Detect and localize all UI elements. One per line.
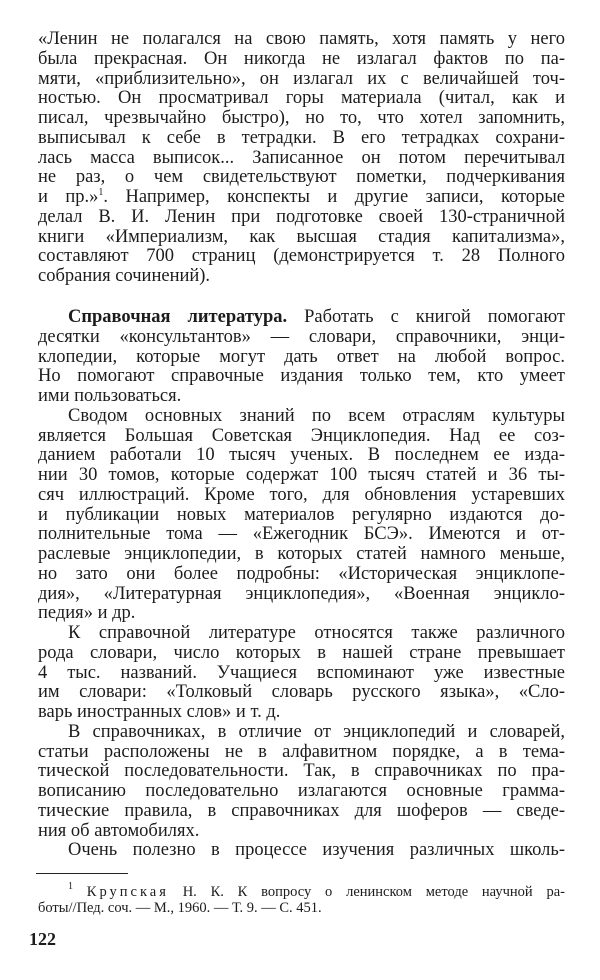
reference-literature-section [38,308,565,861]
paragraph [38,624,565,723]
text-line: собрания сочинений). [38,266,211,286]
quote-paragraph [38,30,565,287]
section-heading: Справочная литература. [68,307,288,327]
text-line: Очень полезно в процессе изучения различных школь- [68,840,565,861]
text-line: варь иностранных слов» и т. д. [38,702,281,722]
text-segment: Работать с книгой помогают [287,307,565,327]
text-line: «Ленин не полагался на свою память, хотя память у него [38,29,565,49]
text-line [38,308,565,328]
text-line: была прекрасная. Он никогда не излагал фактов по па- [38,48,565,69]
text-line: дия», «Литературная энциклопедия», «Военная энцикло- [38,583,565,604]
text-line: не раз, о чем свидетельствуют пометки, подчеркивания [38,167,565,188]
text-segment: . Например, конспекты и другие записи, которые [103,187,565,207]
paragraph [38,308,565,407]
text-line: вописанию последовательно излагаются основные грамма- [38,781,565,801]
text-line: лась масса выписок... Записанное он потом перечитывал [38,147,565,168]
text-line: десятки «консультантов» — словари, справочники, энци- [38,326,565,347]
paragraph [38,723,565,842]
paragraph [38,407,565,624]
text-line: рода словари, число которых в нашей стране превышает [38,642,565,663]
text-line: делал В. И. Ленин при подготовке своей 130-страничной [38,206,565,227]
text-line: Сводом основных знаний по всем отраслям культуры [68,405,565,426]
text-line: 4 тыс. названий. Учащиеся вспоминают уже известные [38,662,565,683]
text-line: раслевые энциклопедии, в которых статей намного меньше, [38,544,565,564]
text-line: является Большая Советская Энциклопедия. Над ее соз- [38,425,565,446]
text-line: тической последовательности. Так, в справочниках по пра- [38,761,565,782]
text-line: писал, чрезвычайно быстро), но то, что хотел запомнить, [38,108,565,128]
footnote-reference: 1 [98,187,104,198]
text-line [38,188,565,208]
footnote-author: Крупская [86,884,169,900]
page-number: 122 [29,929,56,949]
paragraph [38,841,565,861]
text-line: ими пользоваться. [38,386,182,406]
text-line: и публикации новых материалов регулярно издаются до- [38,504,565,525]
text-line: данием работали 10 тысяч ученых. В последнем ее изда- [38,445,565,466]
text-segment: и пр.» [38,187,99,207]
text-line: педия» и др. [38,603,136,624]
text-line: статьи расположены не в алфавитном порядке, а в тема- [38,741,565,762]
footnote-divider [36,873,128,874]
footnote-line [38,881,565,900]
footnote [38,881,565,916]
text-line: им словари: «Толковый словарь русского языка», «Сло- [38,682,565,703]
text-line: тические правила, в справочниках для шоферов — сведе- [38,800,565,821]
text-line: нии 30 томов, которые содержат 100 тысяч статей и 36 ты- [38,465,565,485]
text-line: В справочниках, в отличие от энциклопедий и словарей, [68,721,565,742]
footnote-title: Н. К. К вопросу о ленинском методе научной ра- [168,884,565,900]
text-line: книги «Империализм, как высшая стадия капитализма», [38,226,565,247]
text-line: Но помогают справочные издания только тем, кто умеет [38,366,565,387]
text-line: ностью. Он просматривал горы материала (читал, как и [38,88,565,109]
text-line: составляют 700 страниц (демонстрируется т. 28 Полного [38,246,565,267]
text-line: полнительные тома — «Ежегодник БСЭ». Имеются и от- [38,524,565,545]
text-line: мяти, «приблизительно», он излагал их с величайшей точ- [38,68,565,89]
text-line: ния об автомобилях. [38,820,200,841]
footnote-line: боты//Пед. соч. — М., 1960. — Т. 9. — С. 451. [38,900,322,916]
text-line: выписывал к себе в тетрадки. В его тетрадках сохрани- [38,127,565,148]
text-line: но зато они более подробны: «Историческая энциклопе- [38,563,565,584]
text-line: К справочной литературе относятся также различного [68,623,565,643]
footnote-marker: 1 [68,881,73,892]
text-line: сяч иллюстраций. Кроме того, для обновления устаревших [38,484,565,505]
text-line: клопедии, которые могут дать ответ на любой вопрос. [38,346,565,367]
